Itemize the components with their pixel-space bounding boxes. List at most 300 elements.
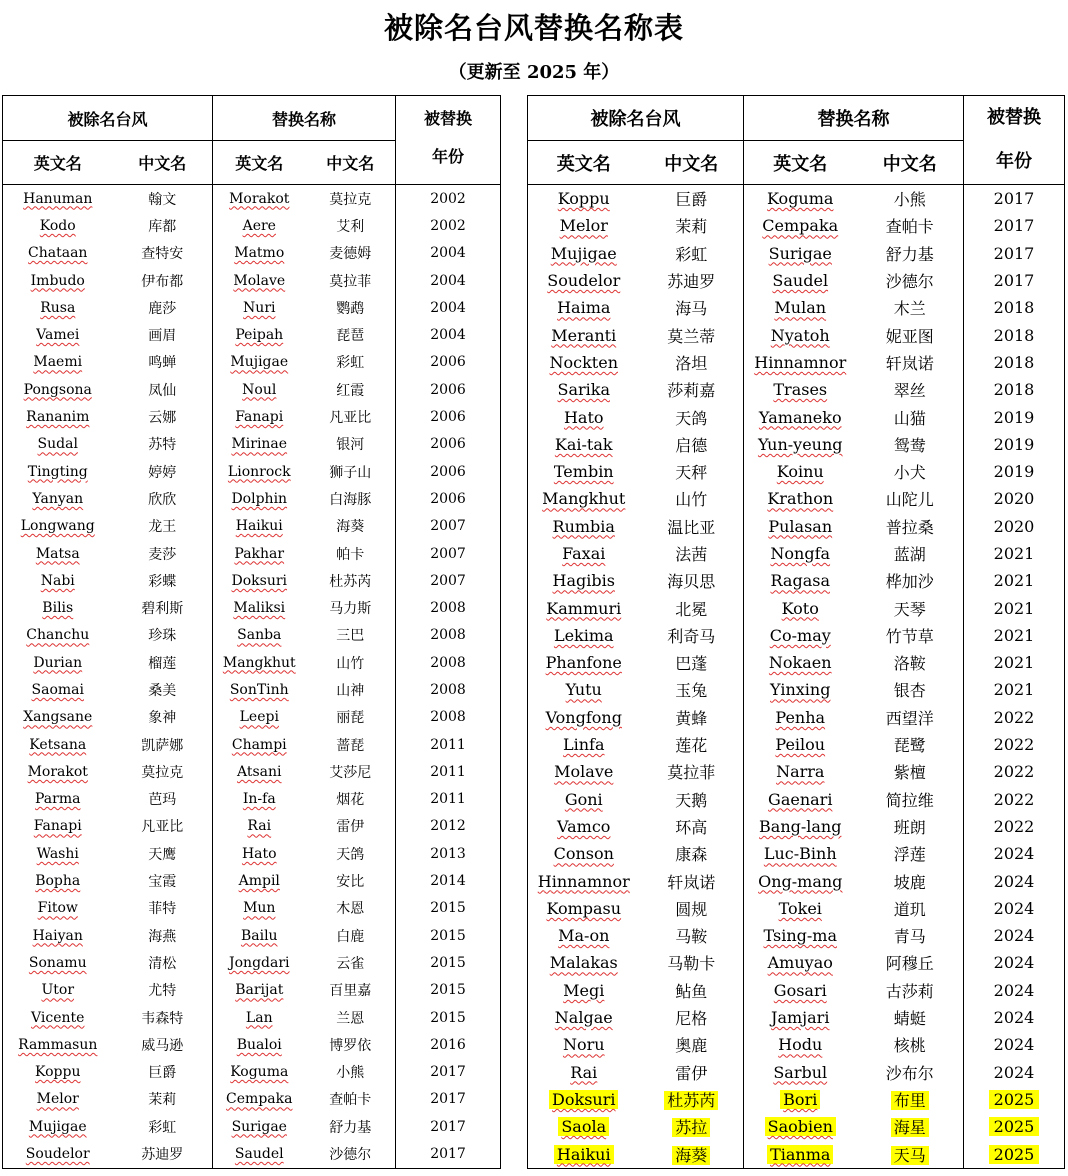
replacement-english-name-cell — [744, 949, 857, 976]
removed-chinese-name: 清松 — [148, 955, 177, 972]
replacement-english-name-cell — [213, 649, 306, 676]
replacement-chinese-name: 丽琵 — [336, 710, 365, 727]
removed-chinese-name-cell — [113, 349, 213, 376]
replacement-chinese-name: 琵鹭 — [893, 736, 926, 756]
removed-chinese-name-cell — [113, 1140, 213, 1168]
replacement-english-name: Nongfa — [770, 544, 831, 563]
table-row — [528, 758, 1065, 785]
removed-english-name-cell — [3, 758, 113, 785]
replacement-english-name: Surigae — [768, 243, 832, 263]
replacement-english-name-cell — [213, 1113, 306, 1140]
removed-english-name: Hagibis — [552, 571, 615, 591]
replaced-year-cell — [964, 1031, 1065, 1058]
removed-english-name: Imbudo — [30, 272, 85, 289]
replacement-english-name-cell — [744, 676, 857, 703]
replacement-english-name: Saudel — [234, 1146, 284, 1163]
replaced-year-cell — [396, 540, 501, 567]
replacement-chinese-name: 银杏 — [893, 681, 926, 701]
removed-chinese-name: 库都 — [148, 218, 177, 235]
replacement-chinese-name: 山神 — [336, 682, 365, 699]
removed-chinese-name-cell — [640, 622, 744, 649]
removed-chinese-name-cell — [640, 349, 744, 376]
replacement-english-name: Saobien — [765, 1117, 836, 1136]
header-chinese: 中文名 — [113, 141, 213, 185]
replacement-english-name: Lionrock — [227, 463, 291, 480]
removed-english-name: Vamco — [557, 816, 611, 836]
replacement-english-name-cell — [213, 949, 306, 976]
removed-chinese-name: 苏拉 — [672, 1118, 710, 1137]
table-row — [3, 813, 501, 840]
replacement-chinese-name: 坡鹿 — [893, 872, 926, 892]
replacement-english-name-cell — [213, 622, 306, 649]
removed-english-name-cell — [528, 867, 640, 894]
replacement-english-name: Nuri — [243, 299, 276, 316]
table-row — [3, 649, 501, 676]
removed-english-name: Saomai — [31, 681, 84, 698]
replacement-english-name-cell — [213, 212, 306, 239]
replaced-year: 2014 — [430, 873, 466, 890]
removed-english-name-cell — [528, 185, 640, 213]
removed-english-name-cell — [3, 349, 113, 376]
removed-chinese-name: 杜苏芮 — [664, 1091, 718, 1110]
replacement-chinese-name-cell — [306, 649, 396, 676]
replacement-chinese-name: 沙布尔 — [885, 1063, 934, 1083]
header-removed: 被除名台风 — [3, 96, 213, 141]
removed-chinese-name-cell — [113, 485, 213, 512]
replacement-chinese-name: 木兰 — [893, 299, 926, 319]
removed-chinese-name-cell — [113, 403, 213, 430]
replacement-chinese-name: 彩虹 — [336, 355, 365, 372]
table-row — [3, 294, 501, 321]
replacement-chinese-name-cell — [306, 895, 396, 922]
table-row — [3, 594, 501, 621]
replacement-chinese-name: 查帕卡 — [329, 1092, 372, 1109]
replacement-english-name: Barijat — [235, 982, 284, 999]
removed-english-name: Molave — [554, 762, 614, 782]
removed-chinese-name-cell — [113, 1059, 213, 1086]
removed-english-name-cell — [528, 240, 640, 267]
replacement-english-name: Ong-mang — [758, 871, 843, 891]
removed-chinese-name: 莫兰蒂 — [667, 326, 716, 346]
removed-english-name-cell — [3, 267, 113, 294]
replacement-chinese-name-cell — [857, 1086, 964, 1113]
replacement-chinese-name: 阿穆丘 — [885, 954, 934, 974]
removed-english-name-cell — [3, 1059, 113, 1086]
replacement-english-name: Nyatoh — [770, 325, 830, 345]
replaced-year-cell — [396, 1140, 501, 1168]
replacement-chinese-name-cell — [306, 513, 396, 540]
replacement-chinese-name-cell — [857, 977, 964, 1004]
removed-english-name-cell — [3, 485, 113, 512]
replaced-year: 2025 — [989, 1145, 1040, 1164]
replaced-year-cell — [396, 513, 501, 540]
replacement-chinese-name: 小犬 — [893, 463, 926, 483]
removed-english-name: Malakas — [549, 953, 618, 973]
replaced-year: 2007 — [430, 572, 466, 589]
removed-english-name-cell — [3, 1140, 113, 1168]
replacement-english-name: Bailu — [240, 927, 278, 944]
table-row — [528, 1113, 1065, 1140]
removed-english-name: Melor — [559, 216, 608, 236]
replaced-year: 2004 — [430, 272, 466, 289]
removed-english-name-cell — [3, 840, 113, 867]
replaced-year-cell — [964, 676, 1065, 703]
removed-chinese-name-cell — [113, 321, 213, 348]
replacement-english-name-cell — [744, 294, 857, 321]
replacement-english-name: Yun-yeung — [757, 434, 843, 454]
replacement-english-name-cell — [744, 540, 857, 567]
removed-chinese-name-cell — [113, 267, 213, 294]
replacement-chinese-name-cell — [857, 403, 964, 430]
replaced-year-cell — [964, 185, 1065, 213]
removed-english-name-cell — [528, 895, 640, 922]
table-row — [528, 1059, 1065, 1086]
replaced-year-cell — [396, 403, 501, 430]
replaced-year-cell — [964, 704, 1065, 731]
replaced-year: 2007 — [430, 518, 466, 535]
replaced-year-cell — [964, 458, 1065, 485]
replaced-year-cell — [964, 349, 1065, 376]
replacement-english-name: Matmo — [234, 245, 285, 262]
removed-chinese-name: 莎莉嘉 — [667, 381, 716, 401]
replaced-year: 2019 — [993, 462, 1035, 482]
replaced-year: 2012 — [430, 818, 466, 835]
removed-english-name: Vongfong — [545, 707, 622, 727]
table-row — [3, 758, 501, 785]
removed-chinese-name-cell — [640, 1140, 744, 1168]
replacement-english-name: Tianma — [767, 1145, 833, 1164]
table-row — [528, 1031, 1065, 1058]
table-row — [528, 267, 1065, 294]
replaced-year: 2006 — [430, 490, 466, 507]
table-row — [528, 321, 1065, 348]
removed-chinese-name-cell — [113, 867, 213, 894]
replacement-chinese-name-cell — [306, 267, 396, 294]
replacement-english-name-cell — [213, 867, 306, 894]
replaced-year-cell — [964, 212, 1065, 239]
replacement-chinese-name-cell — [306, 977, 396, 1004]
removed-english-name: Phanfone — [545, 653, 622, 673]
replaced-year-cell — [964, 431, 1065, 458]
replacement-chinese-name: 莫拉克 — [329, 191, 372, 208]
removed-chinese-name: 海燕 — [148, 928, 177, 945]
table-row — [3, 567, 501, 594]
removed-english-name: Saola — [558, 1117, 609, 1136]
replacement-english-name: Doksuri — [231, 572, 288, 589]
replacement-english-name: Rai — [247, 818, 272, 835]
replacement-english-name-cell — [213, 185, 306, 213]
replaced-year: 2013 — [430, 845, 466, 862]
replacement-english-name-cell — [744, 1140, 857, 1168]
replaced-year: 2022 — [993, 816, 1035, 836]
removed-chinese-name-cell — [640, 403, 744, 430]
removed-english-name-cell — [528, 321, 640, 348]
removed-chinese-name-cell — [640, 649, 744, 676]
replaced-year-cell — [964, 1113, 1065, 1140]
removed-chinese-name: 洛坦 — [675, 353, 708, 373]
removed-chinese-name-cell — [640, 294, 744, 321]
removed-english-name: Morakot — [27, 763, 88, 780]
replaced-year-cell — [964, 977, 1065, 1004]
removed-chinese-name-cell — [640, 567, 744, 594]
removed-chinese-name: 法茜 — [675, 545, 708, 564]
replacement-english-name: Luc-Binh — [763, 844, 837, 864]
replaced-year: 2004 — [430, 299, 466, 316]
removed-english-name: Soudelor — [25, 1146, 90, 1163]
replaced-year: 2017 — [993, 243, 1035, 263]
removed-english-name: Matsa — [35, 545, 80, 562]
removed-chinese-name: 鹿莎 — [148, 300, 177, 317]
removed-english-name-cell — [528, 485, 640, 512]
replaced-year-cell — [396, 267, 501, 294]
replacement-chinese-name-cell — [306, 1140, 396, 1168]
replacement-english-name-cell — [213, 922, 306, 949]
removed-english-name: Sudal — [37, 436, 78, 453]
replaced-year: 2018 — [993, 325, 1035, 345]
replacement-chinese-name: 妮亚图 — [885, 326, 934, 346]
replacement-chinese-name-cell — [857, 895, 964, 922]
removed-english-name-cell — [3, 704, 113, 731]
replacement-chinese-name: 沙德尔 — [885, 272, 934, 292]
replaced-year-cell — [396, 1031, 501, 1058]
table-row — [528, 895, 1065, 922]
replacement-english-name-cell — [744, 594, 857, 621]
document-title: 被除名台风替换名称表 — [383, 11, 684, 45]
replaced-year-cell — [964, 1140, 1065, 1168]
replaced-year-cell — [396, 185, 501, 213]
removed-english-name-cell — [528, 1113, 640, 1140]
replacement-chinese-name-cell — [306, 594, 396, 621]
replacement-chinese-name: 山陀儿 — [885, 490, 934, 510]
removed-english-name: Ketsana — [29, 736, 87, 753]
replaced-year-cell — [396, 431, 501, 458]
removed-chinese-name-cell — [640, 1059, 744, 1086]
table-row — [528, 922, 1065, 949]
replaced-year: 2015 — [430, 927, 466, 944]
replacement-chinese-name: 青马 — [893, 927, 926, 947]
table-row — [3, 458, 501, 485]
removed-english-name: Fanapi — [33, 818, 82, 835]
replacement-english-name: Mun — [243, 900, 276, 917]
replacement-chinese-name-cell — [306, 922, 396, 949]
removed-chinese-name: 韦森特 — [141, 1010, 184, 1027]
table-row — [528, 431, 1065, 458]
removed-chinese-name: 天鹰 — [148, 846, 177, 863]
replacement-english-name-cell — [744, 977, 857, 1004]
removed-chinese-name-cell — [113, 431, 213, 458]
replacement-chinese-name: 帕卡 — [336, 546, 365, 563]
replaced-year-cell — [396, 1086, 501, 1113]
replacement-english-name-cell — [213, 676, 306, 703]
replacement-chinese-name: 紫檀 — [893, 763, 926, 783]
header-chinese: 中文名 — [306, 141, 396, 185]
replacement-chinese-name-cell — [857, 704, 964, 731]
replaced-year: 2016 — [430, 1036, 466, 1053]
removed-english-name-cell — [3, 240, 113, 267]
replacement-chinese-name-cell — [857, 485, 964, 512]
replacement-chinese-name-cell — [857, 212, 964, 239]
removed-chinese-name: 龙王 — [148, 519, 177, 536]
replacement-chinese-name: 百里嘉 — [329, 983, 372, 1000]
replaced-year: 2022 — [993, 735, 1035, 755]
table-row — [3, 212, 501, 239]
header-english: 英文名 — [213, 141, 306, 185]
replacement-english-name: Nokaen — [768, 653, 832, 673]
table-row — [528, 540, 1065, 567]
replaced-year-cell — [964, 321, 1065, 348]
replacement-chinese-name-cell — [857, 1004, 964, 1031]
replacement-chinese-name: 白海豚 — [329, 491, 372, 508]
removed-chinese-name-cell — [113, 977, 213, 1004]
replacement-chinese-name-cell — [306, 1031, 396, 1058]
removed-chinese-name: 莫拉菲 — [667, 763, 716, 783]
replacement-english-name-cell — [213, 1004, 306, 1031]
removed-chinese-name: 桑美 — [148, 682, 177, 699]
header-chinese: 中文名 — [857, 141, 964, 185]
replacement-chinese-name: 博罗依 — [329, 1037, 372, 1054]
replaced-year-cell — [964, 840, 1065, 867]
replacement-chinese-name: 翠丝 — [893, 381, 926, 401]
table-row — [3, 1059, 501, 1086]
removed-chinese-name-cell — [640, 267, 744, 294]
table-row — [528, 594, 1065, 621]
removed-chinese-name-cell — [113, 813, 213, 840]
replacement-chinese-name-cell — [306, 949, 396, 976]
removed-english-name: Nabi — [40, 572, 75, 589]
table-row — [528, 786, 1065, 813]
removed-chinese-name-cell — [640, 867, 744, 894]
replacement-chinese-name-cell — [306, 321, 396, 348]
replacement-english-name: Bualoi — [236, 1036, 282, 1053]
replacement-chinese-name: 银河 — [336, 437, 365, 454]
table-row — [3, 485, 501, 512]
replaced-year: 2017 — [430, 1118, 466, 1135]
replacement-chinese-name-cell — [306, 431, 396, 458]
removed-english-name-cell — [528, 349, 640, 376]
removed-chinese-name-cell — [640, 458, 744, 485]
removed-english-name: Goni — [564, 789, 603, 809]
replacement-chinese-name-cell — [857, 458, 964, 485]
replacement-chinese-name: 琵琶 — [336, 328, 365, 345]
removed-chinese-name: 凤仙 — [148, 382, 177, 399]
replacement-english-name: Champi — [231, 736, 287, 753]
removed-english-name: Maemi — [33, 354, 83, 371]
replacement-english-name: Mirinae — [231, 436, 288, 453]
replaced-year: 2008 — [430, 709, 466, 726]
removed-chinese-name-cell — [113, 185, 213, 213]
removed-chinese-name: 尼格 — [675, 1009, 708, 1029]
replacement-english-name-cell — [213, 977, 306, 1004]
replacement-english-name-cell — [213, 1031, 306, 1058]
removed-chinese-name: 榴莲 — [148, 655, 177, 672]
removed-english-name-cell — [528, 1059, 640, 1086]
replacement-chinese-name-cell — [857, 567, 964, 594]
removed-chinese-name: 画眉 — [148, 328, 177, 345]
removed-english-name: Fitow — [37, 900, 78, 917]
removed-chinese-name-cell — [113, 212, 213, 239]
removed-english-name: Vicente — [31, 1009, 85, 1026]
replacement-english-name-cell — [213, 758, 306, 785]
removed-english-name: Linfa — [562, 735, 605, 755]
replaced-year-cell — [964, 403, 1065, 430]
removed-chinese-name: 雷伊 — [675, 1063, 708, 1083]
replacement-english-name: Hato — [241, 845, 277, 862]
replacement-english-name: Trases — [773, 380, 828, 400]
replaced-year: 2008 — [430, 627, 466, 644]
replacement-chinese-name: 竹节草 — [885, 626, 934, 646]
replacement-english-name-cell — [213, 458, 306, 485]
removed-chinese-name-cell — [113, 594, 213, 621]
replacement-chinese-name-cell — [306, 485, 396, 512]
replaced-year-cell — [964, 895, 1065, 922]
table-row — [528, 622, 1065, 649]
removed-chinese-name: 圆规 — [675, 899, 708, 919]
replacement-chinese-name-cell — [857, 649, 964, 676]
replaced-year: 2024 — [993, 1062, 1035, 1082]
replaced-year: 2021 — [993, 680, 1035, 700]
replacement-english-name-cell — [213, 403, 306, 430]
replacement-english-name-cell — [744, 267, 857, 294]
replacement-english-name-cell — [744, 758, 857, 785]
removed-chinese-name-cell — [640, 840, 744, 867]
removed-english-name: Chataan — [28, 245, 88, 262]
table-row — [3, 704, 501, 731]
replaced-year-cell — [964, 922, 1065, 949]
replaced-year: 2017 — [993, 216, 1035, 236]
removed-chinese-name-cell — [113, 1086, 213, 1113]
removed-english-name: Koppu — [35, 1064, 81, 1081]
removed-english-name-cell — [528, 458, 640, 485]
removed-chinese-name: 天鸽 — [675, 408, 708, 428]
replaced-year-cell — [396, 922, 501, 949]
header-english: 英文名 — [3, 141, 113, 185]
replaced-year: 2025 — [989, 1117, 1040, 1136]
replacement-chinese-name-cell — [306, 867, 396, 894]
replaced-year-cell — [964, 267, 1065, 294]
replacement-chinese-name: 白鹿 — [336, 928, 365, 945]
removed-english-name-cell — [528, 1086, 640, 1113]
replaced-year-cell — [396, 704, 501, 731]
removed-english-name: Ma-on — [558, 926, 610, 946]
removed-chinese-name-cell — [113, 758, 213, 785]
replaced-year-cell — [964, 485, 1065, 512]
table-row — [3, 786, 501, 813]
replacement-english-name-cell — [744, 1059, 857, 1086]
replaced-year: 2007 — [430, 545, 466, 562]
removed-chinese-name: 苏迪罗 — [667, 272, 716, 292]
replacement-english-name: Narra — [776, 762, 825, 782]
removed-english-name-cell — [528, 949, 640, 976]
replacement-chinese-name: 山猫 — [893, 408, 926, 428]
replacement-chinese-name-cell — [306, 349, 396, 376]
removed-english-name: Pongsona — [23, 381, 92, 398]
table-row — [528, 840, 1065, 867]
replaced-year: 2006 — [430, 354, 466, 371]
removed-english-name-cell — [528, 294, 640, 321]
removed-english-name-cell — [528, 567, 640, 594]
removed-chinese-name-cell — [113, 622, 213, 649]
replaced-year-cell — [964, 731, 1065, 758]
removed-chinese-name-cell — [640, 1113, 744, 1140]
removed-chinese-name-cell — [113, 567, 213, 594]
replaced-year-cell — [964, 1059, 1065, 1086]
table-row — [3, 977, 501, 1004]
replaced-year: 2020 — [993, 516, 1035, 536]
table-row — [528, 185, 1065, 213]
replacement-english-name: Cempaka — [226, 1091, 293, 1108]
replaced-year: 2006 — [430, 463, 466, 480]
replacement-english-name-cell — [213, 240, 306, 267]
